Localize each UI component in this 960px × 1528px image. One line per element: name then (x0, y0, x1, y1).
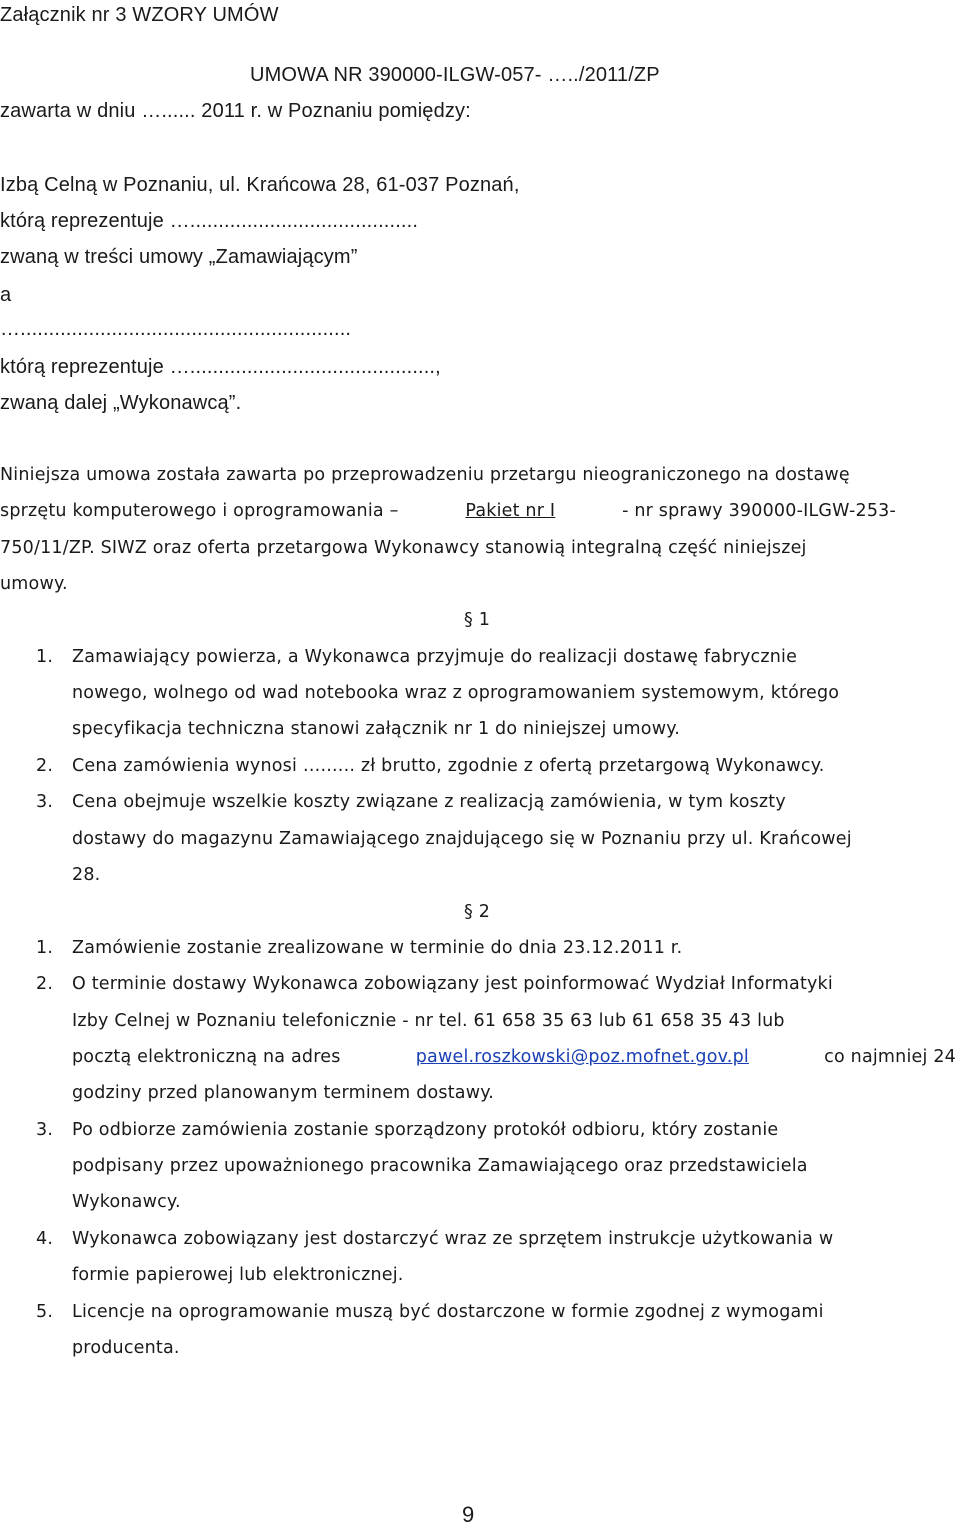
intro-line-3: 750/11/ZP. SIWZ oraz oferta przetargowa Wykonawcy stanowią integralną część niniejszej (0, 538, 807, 558)
s2-item-5-line-1 (72, 1302, 956, 1322)
s2-item-5-number: 5. (36, 1302, 54, 1322)
s2-item-4-line-1-text: Wykonawca zobowiązany jest dostarczyć wraz ze sprzętem instrukcje użytkowania w (72, 1229, 834, 1249)
s2-item-3-line-3: Wykonawcy. (72, 1192, 181, 1212)
s2-item-1-number: 1. (36, 938, 54, 958)
representative-line-2: którą reprezentuje …..........................................., (0, 356, 441, 378)
s1-item-3-number: 3. (36, 792, 54, 812)
section-2-heading: § 2 (464, 902, 491, 922)
page-number: 9 (462, 1502, 475, 1527)
intro-line-2-text: sprzętu komputerowego i oprogramowania – (0, 501, 399, 521)
s1-item-2-number: 2. (36, 756, 54, 776)
package-label: Pakiet nr I (465, 501, 556, 521)
s2-item-2-number: 2. (36, 974, 54, 994)
contract-number: UMOWA NR 390000-ILGW-057- …../2011/ZP (250, 64, 660, 86)
s2-item-2-line-4: godziny przed planowanym terminem dostawy. (72, 1083, 495, 1103)
concluded-line: zawarta w dniu …...... 2011 r. w Poznaniu pomiędzy: (0, 100, 471, 122)
s2-item-2-line-2: Izby Celnej w Poznaniu telefonicznie - nr tel. 61 658 35 63 lub 61 658 35 43 lub (72, 1011, 785, 1031)
intro-line-1 (0, 465, 952, 485)
s2-item-1-line-1: Zamówienie zostanie zrealizowane w terminie do dnia 23.12.2011 r. (72, 938, 683, 958)
s1-item-1-line-2: nowego, wolnego od wad notebooka wraz z oprogramowaniem systemowym, którego (72, 683, 840, 703)
section-1-heading: § 1 (464, 610, 491, 630)
s2-item-4-number: 4. (36, 1229, 54, 1249)
s2-item-3-number: 3. (36, 1120, 54, 1140)
s1-item-3-line-2: dostawy do magazynu Zamawiającego znajdującego się w Poznaniu przy ul. Krańcowej (72, 829, 852, 849)
representative-line-1: którą reprezentuje …........................................ (0, 210, 419, 232)
s2-item-2-line-1: O terminie dostawy Wykonawca zobowiązany jest poinformować Wydział Informatyki (72, 974, 833, 994)
annex-title: Załącznik nr 3 WZORY UMÓW (0, 4, 279, 26)
s1-item-3-line-1-text: Cena obejmuje wszelkie koszty związane z realizacją zamówienia, w tym koszty (72, 792, 786, 812)
case-number-text: - nr sprawy 390000-ILGW-253- (622, 501, 896, 521)
s2-item-2-line-3-text: pocztą elektroniczną na adres (72, 1047, 341, 1067)
s1-item-1-number: 1. (36, 647, 54, 667)
email-link[interactable]: pawel.roszkowski@poz.mofnet.gov.pl (415, 1047, 749, 1067)
s2-item-4-line-1 (72, 1229, 956, 1249)
s2-item-3-line-1: Po odbiorze zamówienia zostanie sporządzony protokół odbioru, który zostanie (72, 1120, 779, 1140)
s1-item-1-line-3: specyfikacja techniczna stanowi załącznik nr 1 do niniejszej umowy. (72, 719, 681, 739)
intro-line-4: umowy. (0, 574, 68, 594)
and-conjunction: a (0, 284, 12, 306)
s2-item-5-line-1-text: Licencje na oprogramowanie muszą być dostarczone w formie zgodnej z wymogami (72, 1302, 824, 1322)
intro-line-2 (0, 501, 896, 521)
contractor-line: zwaną dalej „Wykonawcą”. (0, 392, 242, 414)
ordering-party-line: zwaną w treści umowy „Zamawiającym” (0, 246, 358, 268)
s2-item-5-line-2: producenta. (72, 1338, 180, 1358)
customs-office-line: Izbą Celną w Poznaniu, ul. Krańcowa 28, 61-037 Poznań, (0, 174, 520, 196)
intro-line-1-text: Niniejsza umowa została zawarta po przeprowadzeniu przetargu nieograniczonego na dostawę (0, 465, 850, 485)
s2-item-3-line-2: podpisany przez upoważnionego pracownika Zamawiającego oraz przedstawiciela (72, 1156, 808, 1176)
s1-item-2-line-1: Cena zamówienia wynosi …...... zł brutto, zgodnie z ofertą przetargową Wykonawcy. (72, 756, 825, 776)
s1-item-3-line-1 (72, 792, 956, 812)
contractor-name-blank: ….......................................................... (0, 318, 352, 340)
s1-item-3-line-3: 28. (72, 865, 101, 885)
s1-item-1-line-1: Zamawiający powierza, a Wykonawca przyjmuje do realizacji dostawę fabrycznie (72, 647, 798, 667)
s2-item-4-line-2: formie papierowej lub elektronicznej. (72, 1265, 404, 1285)
s2-item-2-line-3 (72, 1047, 956, 1067)
s2-item-2-line-3-tail: co najmniej 24 (824, 1047, 956, 1067)
